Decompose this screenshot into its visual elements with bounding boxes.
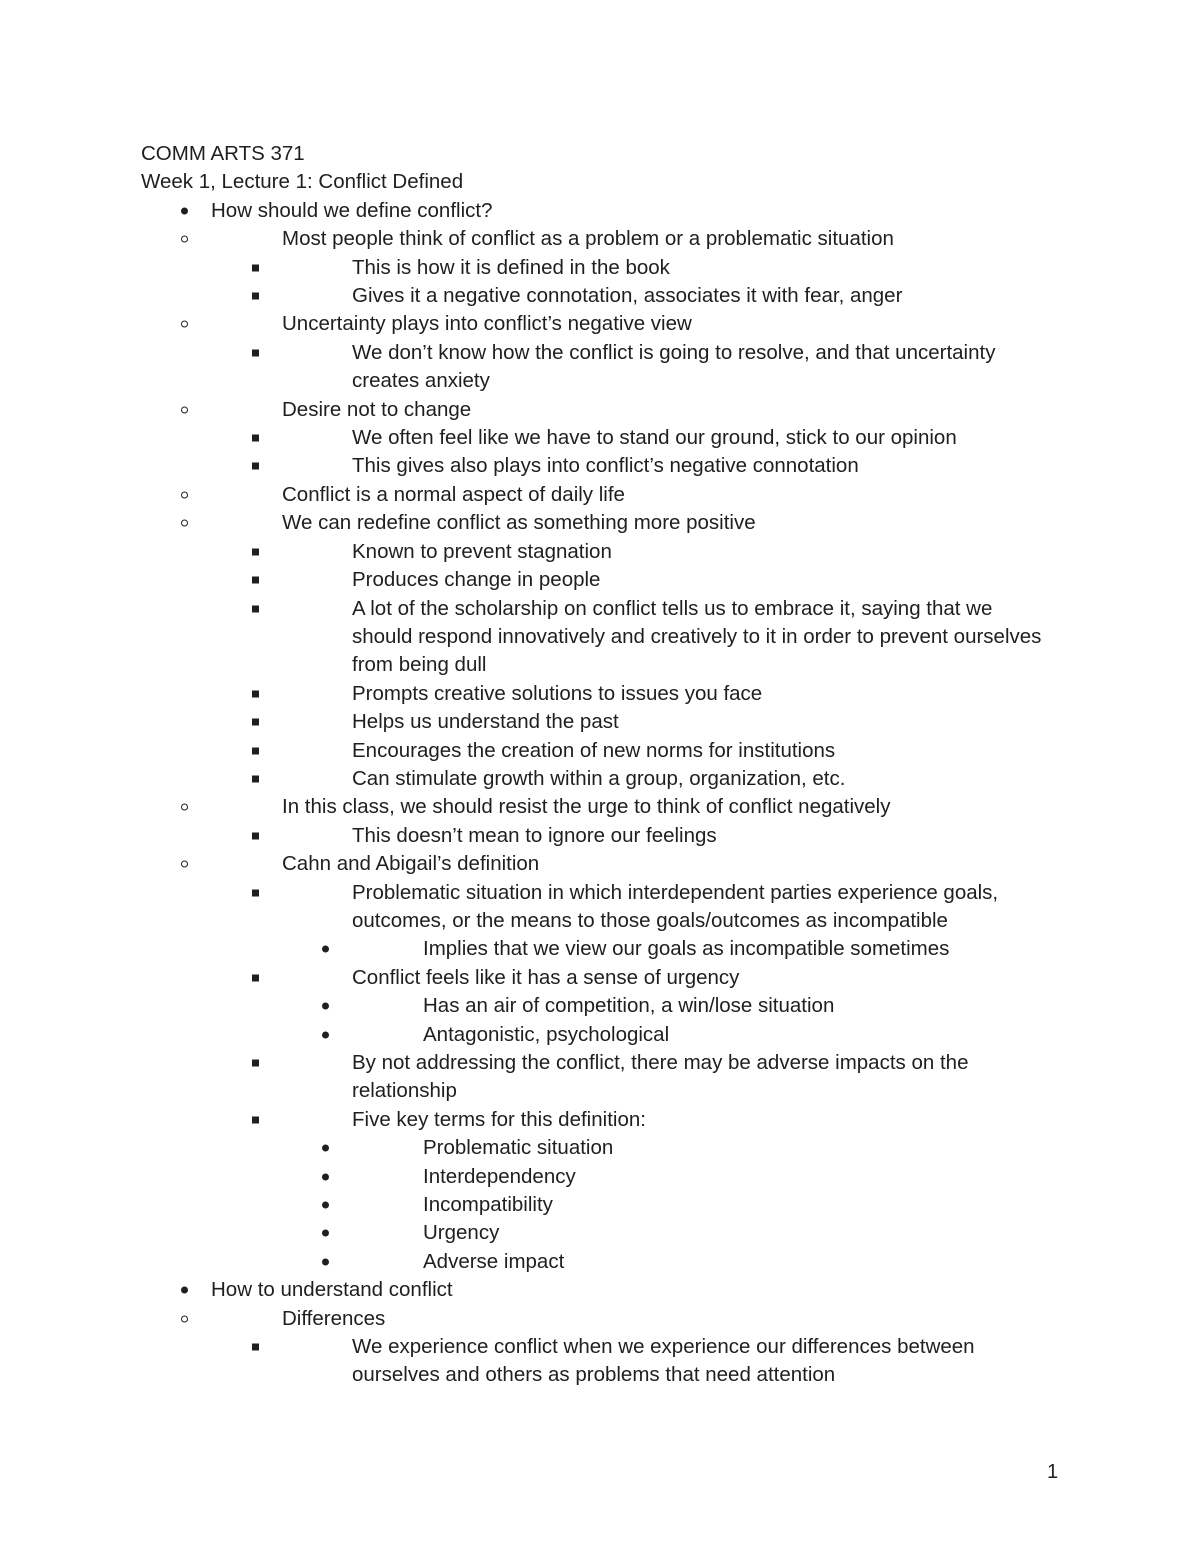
list-item: This is how it is defined in the book xyxy=(141,254,1041,282)
page-number: 1 xyxy=(1047,1461,1059,1483)
square-bullet-icon xyxy=(252,974,259,981)
course-title: COMM ARTS 371 xyxy=(141,142,305,165)
list-item: We don’t know how the conflict is going to resolve, and that uncertainty creates anxiety xyxy=(141,339,1041,396)
circle-bullet-icon xyxy=(181,236,188,243)
list-item: By not addressing the conflict, there may be adverse impacts on the relationship xyxy=(141,1049,1041,1106)
circle-bullet-icon xyxy=(181,804,188,811)
disc-bullet-icon xyxy=(322,1202,329,1209)
list-item: Differences xyxy=(141,1305,1041,1333)
disc-bullet-icon xyxy=(322,946,329,953)
list-item: Desire not to change xyxy=(141,396,1041,424)
list-item: Cahn and Abigail’s definition xyxy=(141,850,1041,878)
square-bullet-icon xyxy=(252,1344,259,1351)
list-item: Urgency xyxy=(141,1219,1041,1247)
list-item: Prompts creative solutions to issues you face xyxy=(141,680,1041,708)
list-item: We can redefine conflict as something more positive xyxy=(141,509,1041,537)
list-item: This gives also plays into conflict’s negative connotation xyxy=(141,452,1041,480)
outline-list xyxy=(141,197,1041,1390)
disc-bullet-icon xyxy=(322,1258,329,1265)
list-item: Incompatibility xyxy=(141,1191,1041,1219)
disc-bullet-icon xyxy=(181,207,188,214)
disc-bullet-icon xyxy=(181,1287,188,1294)
list-item: Antagonistic, psychological xyxy=(141,1021,1041,1049)
list-item: Adverse impact xyxy=(141,1248,1041,1276)
disc-bullet-icon xyxy=(322,1145,329,1152)
disc-bullet-icon xyxy=(322,1230,329,1237)
square-bullet-icon xyxy=(252,605,259,612)
square-bullet-icon xyxy=(252,690,259,697)
circle-bullet-icon xyxy=(181,1315,188,1322)
square-bullet-icon xyxy=(252,577,259,584)
document-body xyxy=(141,140,1041,1390)
disc-bullet-icon xyxy=(322,1173,329,1180)
square-bullet-icon xyxy=(252,1116,259,1123)
disc-bullet-icon xyxy=(322,1003,329,1010)
list-item: Interdependency xyxy=(141,1163,1041,1191)
circle-bullet-icon xyxy=(181,406,188,413)
square-bullet-icon xyxy=(252,264,259,271)
list-item: Encourages the creation of new norms for institutions xyxy=(141,737,1041,765)
square-bullet-icon xyxy=(252,293,259,300)
list-item: Known to prevent stagnation xyxy=(141,538,1041,566)
square-bullet-icon xyxy=(252,435,259,442)
list-item: How to understand conflict xyxy=(141,1276,1041,1304)
list-item: Problematic situation xyxy=(141,1134,1041,1162)
list-item: Gives it a negative connotation, associates it with fear, anger xyxy=(141,282,1041,310)
list-item: We experience conflict when we experience our differences between ourselves and others as problems that need attention xyxy=(141,1333,1041,1390)
list-item: We often feel like we have to stand our ground, stick to our opinion xyxy=(141,424,1041,452)
list-item: Produces change in people xyxy=(141,566,1041,594)
list-item: In this class, we should resist the urge to think of conflict negatively xyxy=(141,793,1041,821)
list-item: Conflict feels like it has a sense of urgency xyxy=(141,964,1041,992)
circle-bullet-icon xyxy=(181,520,188,527)
square-bullet-icon xyxy=(252,463,259,470)
square-bullet-icon xyxy=(252,832,259,839)
circle-bullet-icon xyxy=(181,491,188,498)
square-bullet-icon xyxy=(252,775,259,782)
square-bullet-icon xyxy=(252,747,259,754)
square-bullet-icon xyxy=(252,889,259,896)
disc-bullet-icon xyxy=(322,1031,329,1038)
square-bullet-icon xyxy=(252,1060,259,1067)
list-item: Conflict is a normal aspect of daily life xyxy=(141,481,1041,509)
list-item: A lot of the scholarship on conflict tells us to embrace it, saying that we should respond innovatively and creatively to it in order to prevent ourselves from being dull xyxy=(141,595,1041,680)
list-item: Implies that we view our goals as incompatible sometimes xyxy=(141,935,1041,963)
list-item: This doesn’t mean to ignore our feelings xyxy=(141,822,1041,850)
list-item: Problematic situation in which interdependent parties experience goals, outcomes, or the means to those goals/outcomes as incompatible xyxy=(141,879,1041,936)
list-item: Five key terms for this definition: xyxy=(141,1106,1041,1134)
circle-bullet-icon xyxy=(181,321,188,328)
list-item: Uncertainty plays into conflict’s negative view xyxy=(141,310,1041,338)
list-item: Can stimulate growth within a group, organization, etc. xyxy=(141,765,1041,793)
list-item: Has an air of competition, a win/lose situation xyxy=(141,992,1041,1020)
square-bullet-icon xyxy=(252,548,259,555)
list-item: Most people think of conflict as a problem or a problematic situation xyxy=(141,225,1041,253)
lecture-title: Week 1, Lecture 1: Conflict Defined xyxy=(141,170,464,194)
circle-bullet-icon xyxy=(181,861,188,868)
list-item: How should we define conflict? xyxy=(141,197,1041,225)
square-bullet-icon xyxy=(252,349,259,356)
list-item: Helps us understand the past xyxy=(141,708,1041,736)
square-bullet-icon xyxy=(252,719,259,726)
